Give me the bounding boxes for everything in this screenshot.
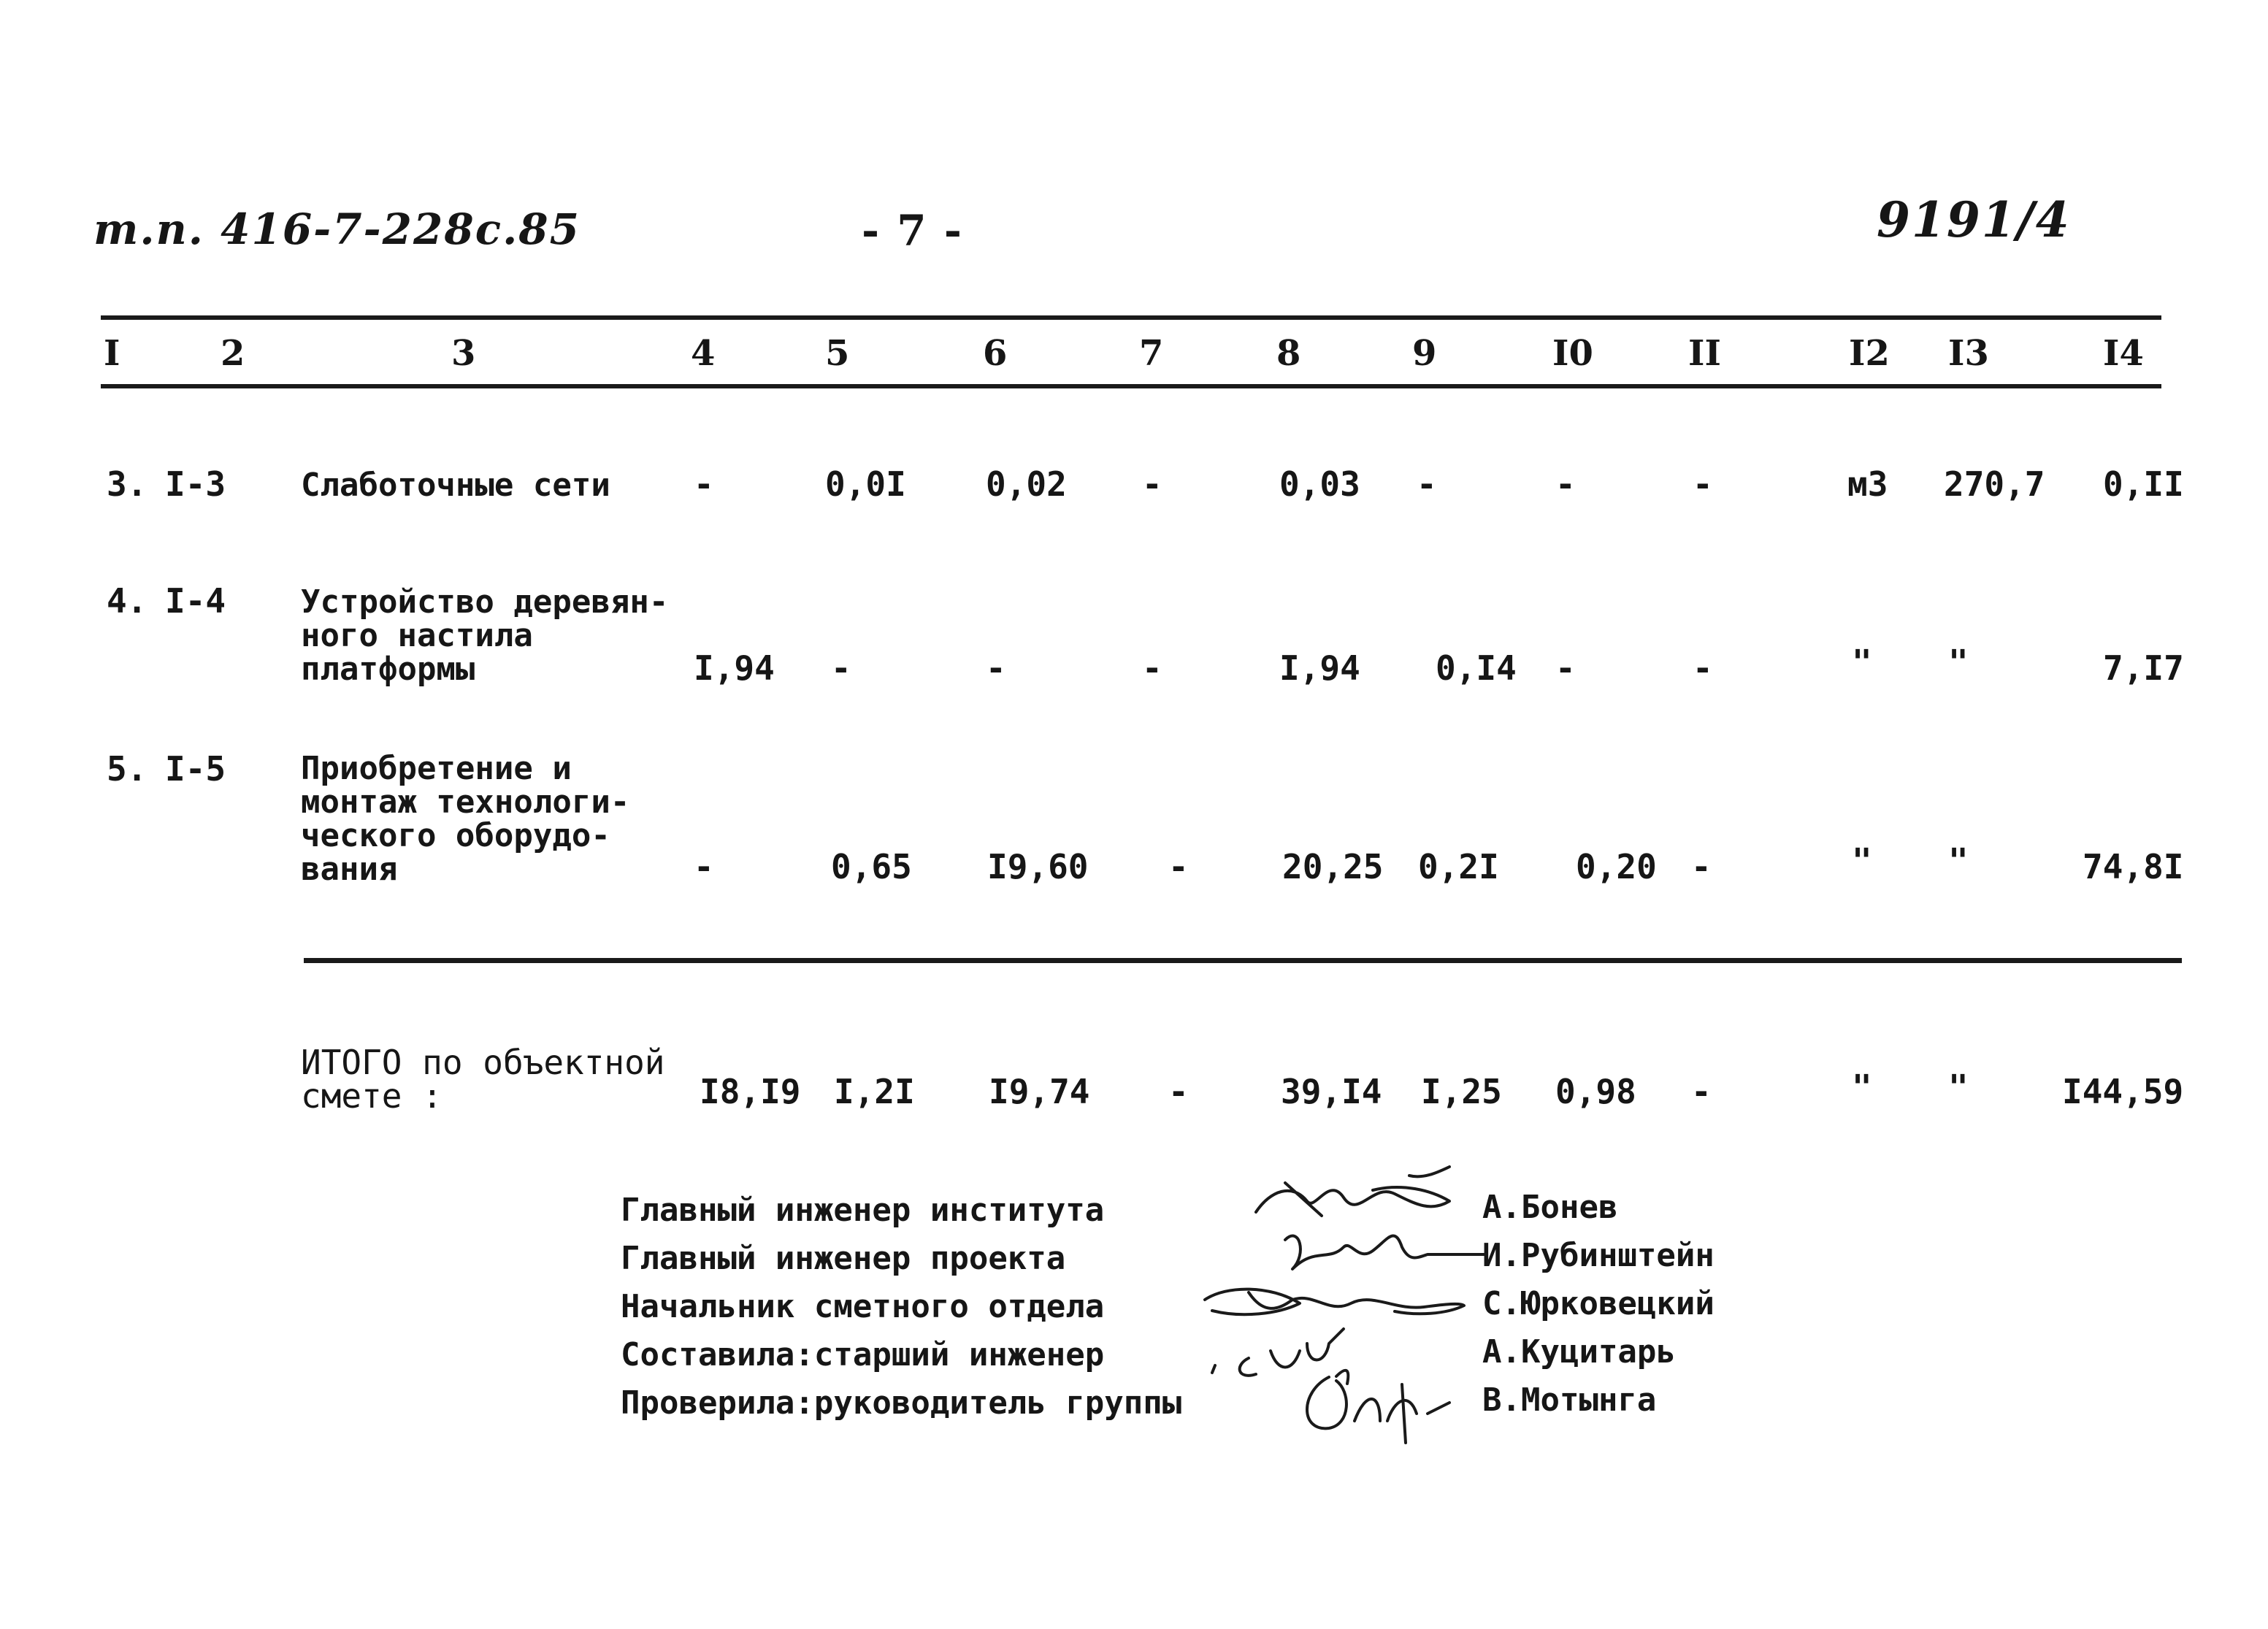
row-number: 4.	[107, 581, 148, 621]
signature-role: Главный инженер проекта	[621, 1240, 1066, 1277]
cell-col8: 0,03	[1279, 464, 1360, 504]
cell-col14: 7,I7	[2103, 648, 2184, 688]
signature-role: Проверила:руководитель группы	[621, 1384, 1182, 1422]
total-col12: "	[1852, 1068, 1872, 1107]
cell-col13: "	[1948, 643, 1969, 682]
cell-col14: 0,II	[2103, 464, 2184, 504]
row-code: I-5	[165, 749, 226, 789]
signature-role: Начальник сметного отдела	[621, 1288, 1105, 1325]
total-separator	[304, 958, 2182, 963]
cell-col10: 0,20	[1576, 847, 1657, 886]
cell-col4: -	[694, 464, 714, 504]
signature-name: В.Мотынга	[1482, 1381, 1657, 1419]
cell-col10: -	[1555, 464, 1576, 504]
page-number: - 7 -	[862, 206, 963, 256]
column-header: I2	[1849, 333, 1890, 374]
column-header: 9	[1412, 333, 1437, 374]
document-code: т.п. 416-7-228с.85	[93, 204, 581, 254]
cell-col7: -	[1142, 648, 1162, 688]
total-col8: 39,I4	[1281, 1072, 1382, 1111]
cell-col9: 0,I4	[1436, 648, 1517, 688]
total-col9: I,25	[1421, 1072, 1502, 1111]
handwritten-signature-icon	[1285, 1362, 1460, 1443]
cell-col13: "	[1948, 841, 1969, 881]
cell-col4: -	[694, 847, 714, 886]
signature-role: Главный инженер института	[621, 1192, 1105, 1229]
cell-col12: м3	[1847, 464, 1888, 504]
total-col14: I44,59	[2062, 1072, 2184, 1111]
column-header: 4	[691, 333, 716, 374]
cell-col5: 0,0I	[825, 464, 906, 504]
cell-col7: -	[1168, 847, 1189, 886]
column-header: I	[104, 333, 120, 374]
cell-col6: I9,60	[987, 847, 1089, 886]
total-col11: -	[1691, 1072, 1712, 1111]
cell-col8: I,94	[1279, 648, 1360, 688]
total-col7: -	[1168, 1072, 1189, 1111]
header-bottom-rule	[101, 384, 2161, 388]
cell-col9: -	[1417, 464, 1437, 504]
column-header: 3	[451, 333, 476, 374]
cell-col8: 20,25	[1282, 847, 1384, 886]
cell-col12: "	[1852, 841, 1872, 881]
row-code: I-4	[165, 581, 226, 621]
column-header: I3	[1948, 333, 1989, 374]
signature-name: С.Юрковецкий	[1482, 1285, 1715, 1322]
cell-col6: 0,02	[986, 464, 1067, 504]
row-description: Приобретение и монтаж технологи- ческого оборудо- вания	[301, 750, 630, 888]
row-description: Устройство деревян- ного настила платформы	[301, 583, 669, 688]
cell-col7: -	[1142, 464, 1162, 504]
column-header: I4	[2103, 333, 2144, 374]
archive-number: 9191/4	[1877, 191, 2071, 248]
total-col6: I9,74	[989, 1072, 1090, 1111]
signature-name: И.Рубинштейн	[1482, 1237, 1715, 1274]
column-header: 2	[221, 333, 245, 374]
total-label: ИТОГО по объектной смете :	[301, 1043, 665, 1116]
row-code: I-3	[165, 464, 226, 504]
signature-role: Составила:старший инженер	[621, 1336, 1105, 1373]
column-header: 5	[825, 333, 850, 374]
header-top-rule	[101, 315, 2161, 320]
row-number: 3.	[107, 464, 148, 504]
column-header: 8	[1276, 333, 1301, 374]
column-header: II	[1688, 333, 1721, 374]
row-description: Слаботочные сети	[301, 467, 610, 504]
cell-col11: -	[1693, 464, 1713, 504]
cell-col6: -	[986, 648, 1006, 688]
cell-col11: -	[1691, 847, 1712, 886]
row-number: 5.	[107, 749, 148, 789]
column-header: 6	[983, 333, 1008, 374]
total-col4: I8,I9	[700, 1072, 801, 1111]
cell-col12: "	[1852, 643, 1872, 682]
cell-col5: 0,65	[831, 847, 912, 886]
column-header: I0	[1552, 333, 1593, 374]
cell-col10: -	[1555, 648, 1576, 688]
cell-col4: I,94	[694, 648, 775, 688]
cell-col9: 0,2I	[1418, 847, 1499, 886]
cell-col11: -	[1693, 648, 1713, 688]
total-col10: 0,98	[1555, 1072, 1636, 1111]
cell-col5: -	[831, 648, 851, 688]
column-header: 7	[1139, 333, 1164, 374]
signature-name: А.Бонев	[1482, 1189, 1618, 1226]
total-col13: "	[1948, 1068, 1969, 1107]
total-col5: I,2I	[834, 1072, 915, 1111]
cell-col13: 270,7	[1944, 464, 2045, 504]
signature-name: А.Куцитарь	[1482, 1333, 1676, 1371]
cell-col14: 74,8I	[2083, 847, 2184, 886]
